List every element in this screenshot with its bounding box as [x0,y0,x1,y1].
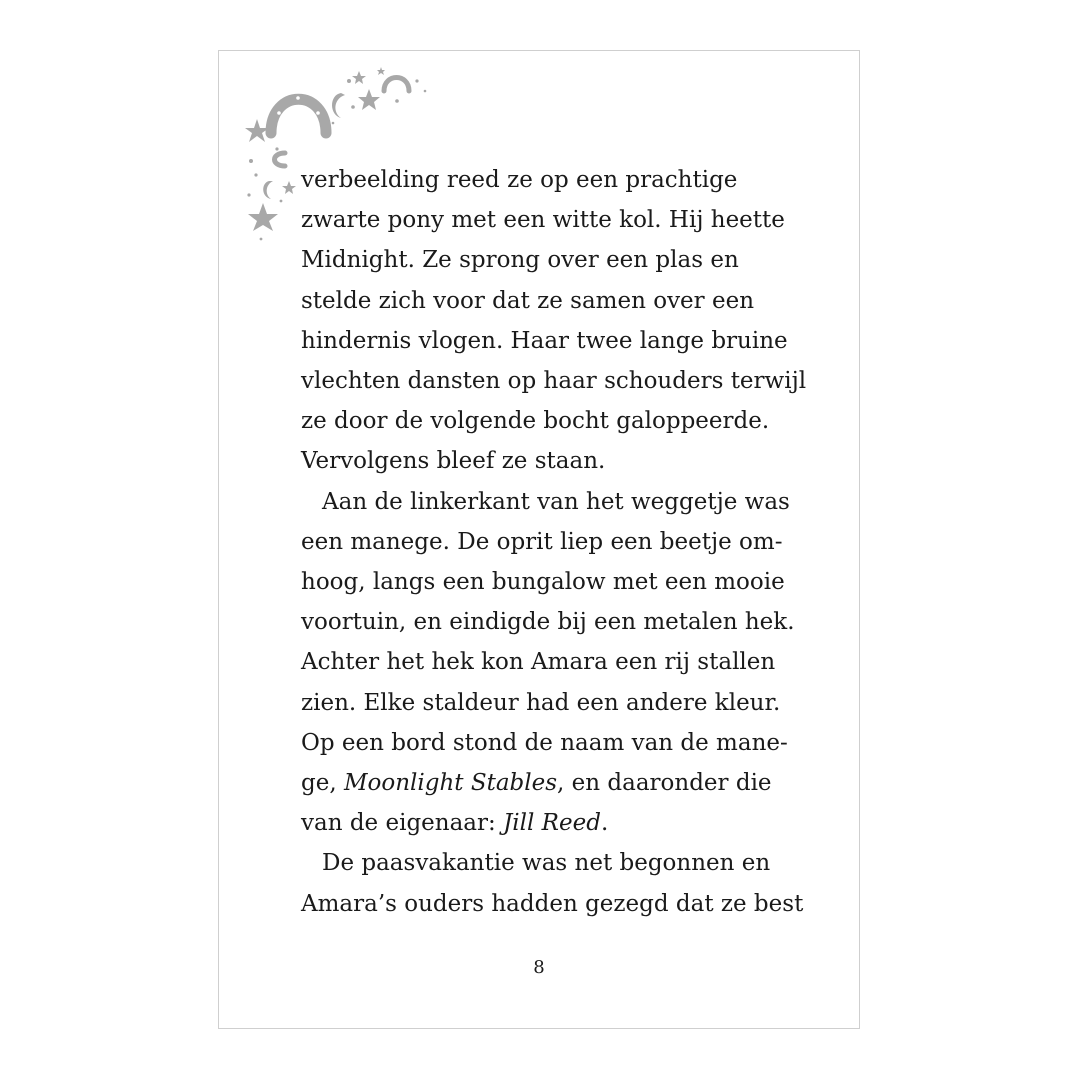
text-line [301,160,801,200]
book-page [218,50,860,1029]
text-line [301,240,801,280]
text-line [301,843,801,883]
text-line [301,723,801,763]
body-text [301,160,807,924]
text-segment: Op een bord stond de naam van de mane- [301,729,788,756]
text-line [301,441,801,481]
text-segment: Aan de linkerkant van het weggetje was [322,488,790,515]
text-segment: Vervolgens bleef ze staan. [301,448,606,475]
text-line [301,602,801,642]
text-line [301,281,801,321]
text-line [301,683,801,723]
text-line [301,642,801,682]
text-segment: , en daaronder die [557,770,772,797]
text-line [301,803,801,843]
text-segment: verbeelding reed ze op een prachtige [301,167,738,193]
text-segment: een manege. De oprit liep een beetje om- [301,528,783,555]
text-line [301,482,801,522]
text-segment: ze door de volgende bocht galoppeerde. [301,408,770,435]
text-segment: Amara’s ouders hadden gezegd dat ze best [301,890,804,917]
text-segment: vlechten dansten op haar schouders terwijl [301,368,807,395]
text-segment: Midnight. Ze sprong over een plas en [301,247,739,274]
text-line [301,562,801,602]
text-segment: stelde zich voor dat ze samen over een [301,287,755,314]
text-segment: ge, [301,770,344,797]
text-line [301,321,801,361]
text-line [301,884,804,924]
text-segment: Achter het hek kon Amara een rij stallen [301,649,776,676]
text-segment: voortuin, en eindigde bij een metalen hek. [301,609,795,636]
text-segment: zien. Elke staldeur had een andere kleur. [301,689,781,716]
text-segment: hindernis vlogen. Haar twee lange bruine [301,327,788,354]
text-segment: hoog, langs een bungalow met een mooie [301,569,785,596]
italic-text: Jill Reed [503,810,601,837]
italic-text: Moonlight Stables [343,770,558,797]
text-segment: van de eigenaar: [301,810,504,837]
text-line [301,361,807,401]
text-line [301,401,801,441]
text-line [301,200,801,240]
text-segment: De paasvakantie was net begonnen en [322,850,771,877]
text-line [301,522,801,562]
text-line [301,763,801,803]
text-segment: zwarte pony met een witte kol. Hij heette [301,207,785,234]
text-segment: . [600,810,609,837]
page-number: 8 [533,957,545,978]
